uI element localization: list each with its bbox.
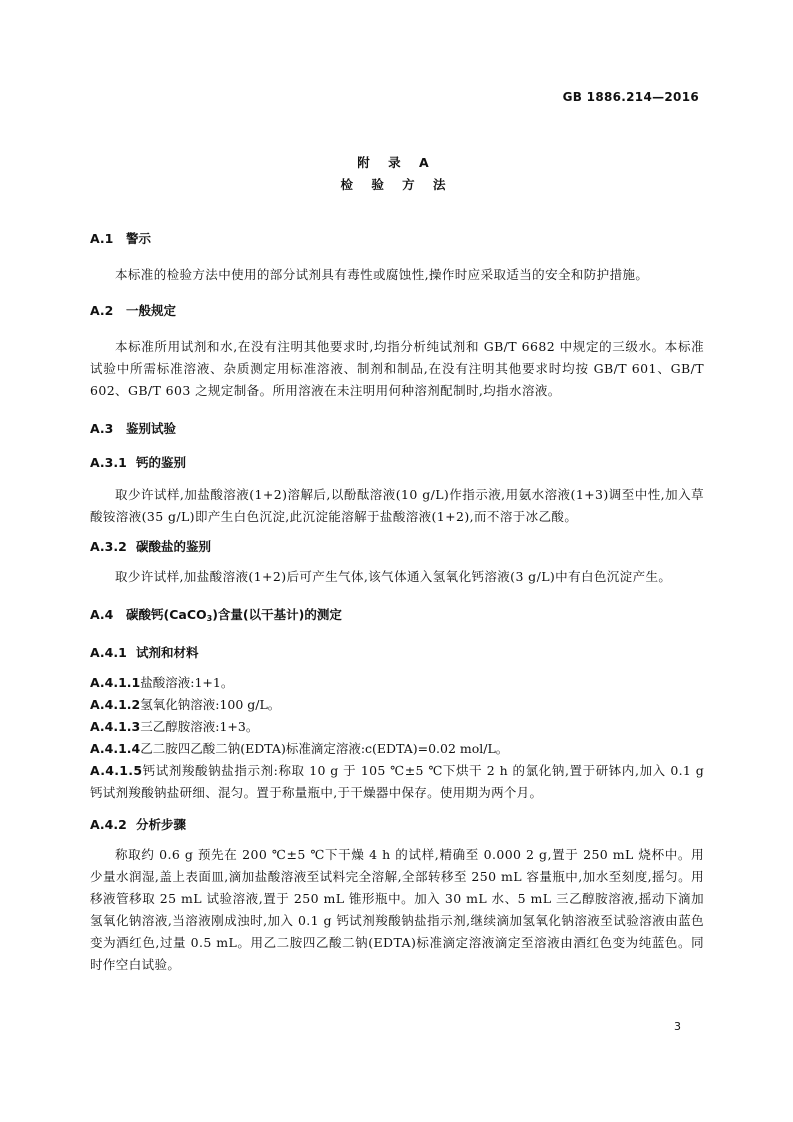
list-item: A.4.1.3三乙醇胺溶液:1+3。 xyxy=(90,719,259,734)
standard-code: GB 1886.214—2016 xyxy=(562,90,699,104)
reagent-list xyxy=(90,672,704,804)
section-heading-a2: A.2 一般规定 xyxy=(90,303,177,318)
section-text-a1: 本标准的检验方法中使用的部分试剂具有毒性或腐蚀性,操作时应采取适当的安全和防护措施。 xyxy=(115,267,649,282)
section-heading-a4: A.4 碳酸钙(CaCO$_3$)含量(以干基计)的测定 xyxy=(90,607,342,623)
section-heading-a41: A.4.1 试剂和材料 xyxy=(90,645,199,660)
section-text-a42: 称取约 0.6 g 预先在 200 ℃±5 ℃下干燥 4 h 的试样,精确至 0.000 2 g,置于 250 mL 烧杯中。用少量水润湿,盖上表面皿,滴加盐酸溶液至试料完全溶解,全部转移至 250 mL 容量瓶中,加水至刻度,摇匀。用移液管移取 25 mL 试验溶液,置于 250 mL 锥形瓶中。加入 30 mL 水、5 mL 三乙醇胺溶液,摇动下滴加氢氧化钠溶液,当溶液刚成浊时,加入 0.1 g 钙试剂羧酸钠盐指示剂,继续滴加氢氧化钠溶液至试验溶液由蓝色变为酒红色,过量 0.5 mL。用乙二胺四乙酸二钠(EDTA)标准滴定溶液滴定至溶液由酒红色变为纯蓝色。同时作空白试验。 xyxy=(90,847,704,972)
section-heading-a42: A.4.2 分析步骤 xyxy=(90,817,187,832)
section-text-a32: 取少许试样,加盐酸溶液(1+2)后可产生气体,该气体通入氢氧化钙溶液(3 g/L)中有白色沉淀产生。 xyxy=(115,569,672,584)
section-heading-a1: A.1 警示 xyxy=(90,231,152,246)
appendix-heading xyxy=(0,152,793,196)
appendix-label: 附 录 A xyxy=(357,155,436,170)
list-item: A.4.1.1盐酸溶液:1+1。 xyxy=(90,675,234,690)
list-item: A.4.1.4乙二胺四乙酸二钠(EDTA)标准滴定溶液:c(EDTA)=0.02 mol/L。 xyxy=(90,741,509,756)
list-item: A.4.1.2氢氧化钠溶液:100 g/L。 xyxy=(90,697,281,712)
document-body xyxy=(90,222,704,976)
section-text-a2: 本标准所用试剂和水,在没有注明其他要求时,均指分析纯试剂和 GB/T 6682 中规定的三级水。本标准试验中所需标准溶液、杂质测定用标准溶液、制剂和制品,在没有注明其他要求时均按 GB/T 601、GB/T 602、GB/T 603 之规定制备。所用溶液在未注明用何种溶剂配制时,均指水溶液。 xyxy=(90,339,704,398)
appendix-title: 检 验 方 法 xyxy=(340,177,453,192)
page-number: 3 xyxy=(674,1020,681,1033)
section-heading-a32: A.3.2 碳酸盐的鉴别 xyxy=(90,539,212,554)
section-heading-a3: A.3 鉴别试验 xyxy=(90,421,177,436)
section-heading-a31: A.3.1 钙的鉴别 xyxy=(90,455,187,470)
list-item: A.4.1.5钙试剂羧酸钠盐指示剂:称取 10 g 于 105 ℃±5 ℃下烘干 2 h 的氯化钠,置于研钵内,加入 0.1 g 钙试剂羧酸钠盐研细、混匀。置于称量瓶中,于干燥器中保存。使用期为两个月。 xyxy=(90,763,704,800)
section-text-a31: 取少许试样,加盐酸溶液(1+2)溶解后,以酚酞溶液(10 g/L)作指示液,用氨水溶液(1+3)调至中性,加入草酸铵溶液(35 g/L)即产生白色沉淀,此沉淀能溶解于盐酸溶液(1+2),而不溶于冰乙酸。 xyxy=(90,487,704,524)
